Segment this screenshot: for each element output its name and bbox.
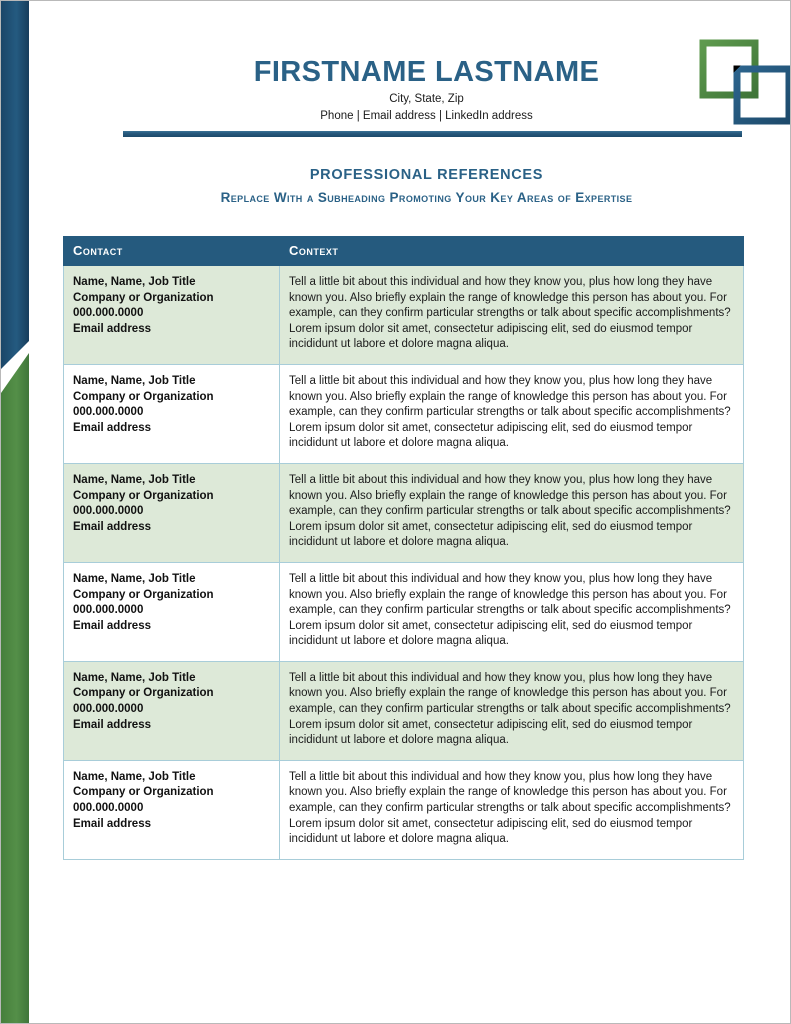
location-line: City, State, Zip <box>389 93 464 105</box>
context-paragraph: Tell a little bit about this individual and how they know you, plus how long they have known you. Also briefly explain the range of knowledge this person has about you. For example, can they confirm particular strengths or talk about specific accomplishments? Lorem ipsum dolor sit amet, consectetur adipiscing elit, sed do eiusmod tempor incididunt ut labore et dolore magna aliqua. <box>289 374 731 450</box>
contact-name: Name, Name, Job Title <box>73 572 196 585</box>
decorative-left-rail <box>1 1 63 1024</box>
contact-name: Name, Name, Job Title <box>73 473 196 486</box>
column-header-contact: Contact <box>64 237 280 266</box>
contact-company: Company or Organization <box>73 291 214 304</box>
contact-phone: 000.000.0000 <box>73 703 144 716</box>
section-subheading: Replace With a Subheading Promoting Your Key Areas of Expertise <box>220 190 633 205</box>
contact-email: Email address <box>73 817 151 830</box>
contact-company: Company or Organization <box>73 489 214 502</box>
references-table <box>63 236 744 860</box>
document-header <box>63 1 790 141</box>
contact-phone: 000.000.0000 <box>73 802 144 815</box>
context-cell <box>280 266 744 365</box>
contact-email: Email address <box>73 619 151 632</box>
contact-email: Email address <box>73 520 151 533</box>
contact-email: Email address <box>73 421 151 434</box>
contact-name: Name, Name, Job Title <box>73 671 196 684</box>
table-body <box>64 266 744 860</box>
contact-phone: 000.000.0000 <box>73 505 144 518</box>
contact-email: Email address <box>73 322 151 335</box>
contact-company: Company or Organization <box>73 786 214 799</box>
context-paragraph: Tell a little bit about this individual and how they know you, plus how long they have known you. Also briefly explain the range of knowledge this person has about you. For example, can they confirm particular strengths or talk about specific accomplishments? Lorem ipsum dolor sit amet, consectetur adipiscing elit, sed do eiusmod tempor incididunt ut labore et dolore magna aliqua. <box>289 276 731 351</box>
contact-line: Phone | Email address | LinkedIn address <box>320 110 533 122</box>
context-cell <box>280 463 744 562</box>
context-cell <box>280 661 744 760</box>
contact-company: Company or Organization <box>73 390 214 403</box>
contact-phone: 000.000.0000 <box>73 406 144 419</box>
contact-cell <box>64 760 280 859</box>
context-paragraph: Tell a little bit about this individual and how they know you, plus how long they have known you. Also briefly explain the range of knowledge this person has about you. For example, can they confirm particular strengths or talk about specific accomplishments? Lorem ipsum dolor sit amet, consectetur adipiscing elit, sed do eiusmod tempor incididunt ut labore et dolore magna aliqua. <box>289 671 731 747</box>
contact-company: Company or Organization <box>73 588 214 601</box>
table-row <box>64 661 744 760</box>
page-title: FIRSTNAME LASTNAME <box>253 56 600 88</box>
contact-email: Email address <box>73 718 151 731</box>
table-row <box>64 266 744 365</box>
table-row <box>64 760 744 859</box>
rail-green-band <box>1 353 29 1024</box>
contact-cell <box>64 562 280 661</box>
contact-name: Name, Name, Job Title <box>73 276 196 288</box>
table-row <box>64 364 744 463</box>
contact-phone: 000.000.0000 <box>73 604 144 617</box>
context-cell <box>280 562 744 661</box>
context-cell <box>280 760 744 859</box>
contact-cell <box>64 364 280 463</box>
overlapping-squares-logo <box>697 39 791 127</box>
section-heading: PROFESSIONAL REFERENCES <box>309 167 544 183</box>
context-paragraph: Tell a little bit about this individual and how they know you, plus how long they have known you. Also briefly explain the range of knowledge this person has about you. For example, can they confirm particular strengths or talk about specific accomplishments? Lorem ipsum dolor sit amet, consectetur adipiscing elit, sed do eiusmod tempor incididunt ut labore et dolore magna aliqua. <box>289 770 731 846</box>
table-header-row <box>64 237 744 266</box>
contact-phone: 000.000.0000 <box>73 307 144 320</box>
column-header-context: Context <box>280 237 744 266</box>
table-row <box>64 463 744 562</box>
contact-company: Company or Organization <box>73 687 214 700</box>
rail-blue-chevron <box>1 1 29 369</box>
contact-name: Name, Name, Job Title <box>73 374 196 387</box>
context-paragraph: Tell a little bit about this individual and how they know you, plus how long they have known you. Also briefly explain the range of knowledge this person has about you. For example, can they confirm particular strengths or talk about specific accomplishments? Lorem ipsum dolor sit amet, consectetur adipiscing elit, sed do eiusmod tempor incididunt ut labore et dolore magna aliqua. <box>289 572 731 648</box>
contact-cell <box>64 463 280 562</box>
context-paragraph: Tell a little bit about this individual and how they know you, plus how long they have known you. Also briefly explain the range of knowledge this person has about you. For example, can they confirm particular strengths or talk about specific accomplishments? Lorem ipsum dolor sit amet, consectetur adipiscing elit, sed do eiusmod tempor incididunt ut labore et dolore magna aliqua. <box>289 473 731 549</box>
context-cell <box>280 364 744 463</box>
header-divider-rule <box>123 131 742 137</box>
contact-name: Name, Name, Job Title <box>73 770 196 783</box>
table-row <box>64 562 744 661</box>
contact-cell <box>64 661 280 760</box>
contact-cell <box>64 266 280 365</box>
